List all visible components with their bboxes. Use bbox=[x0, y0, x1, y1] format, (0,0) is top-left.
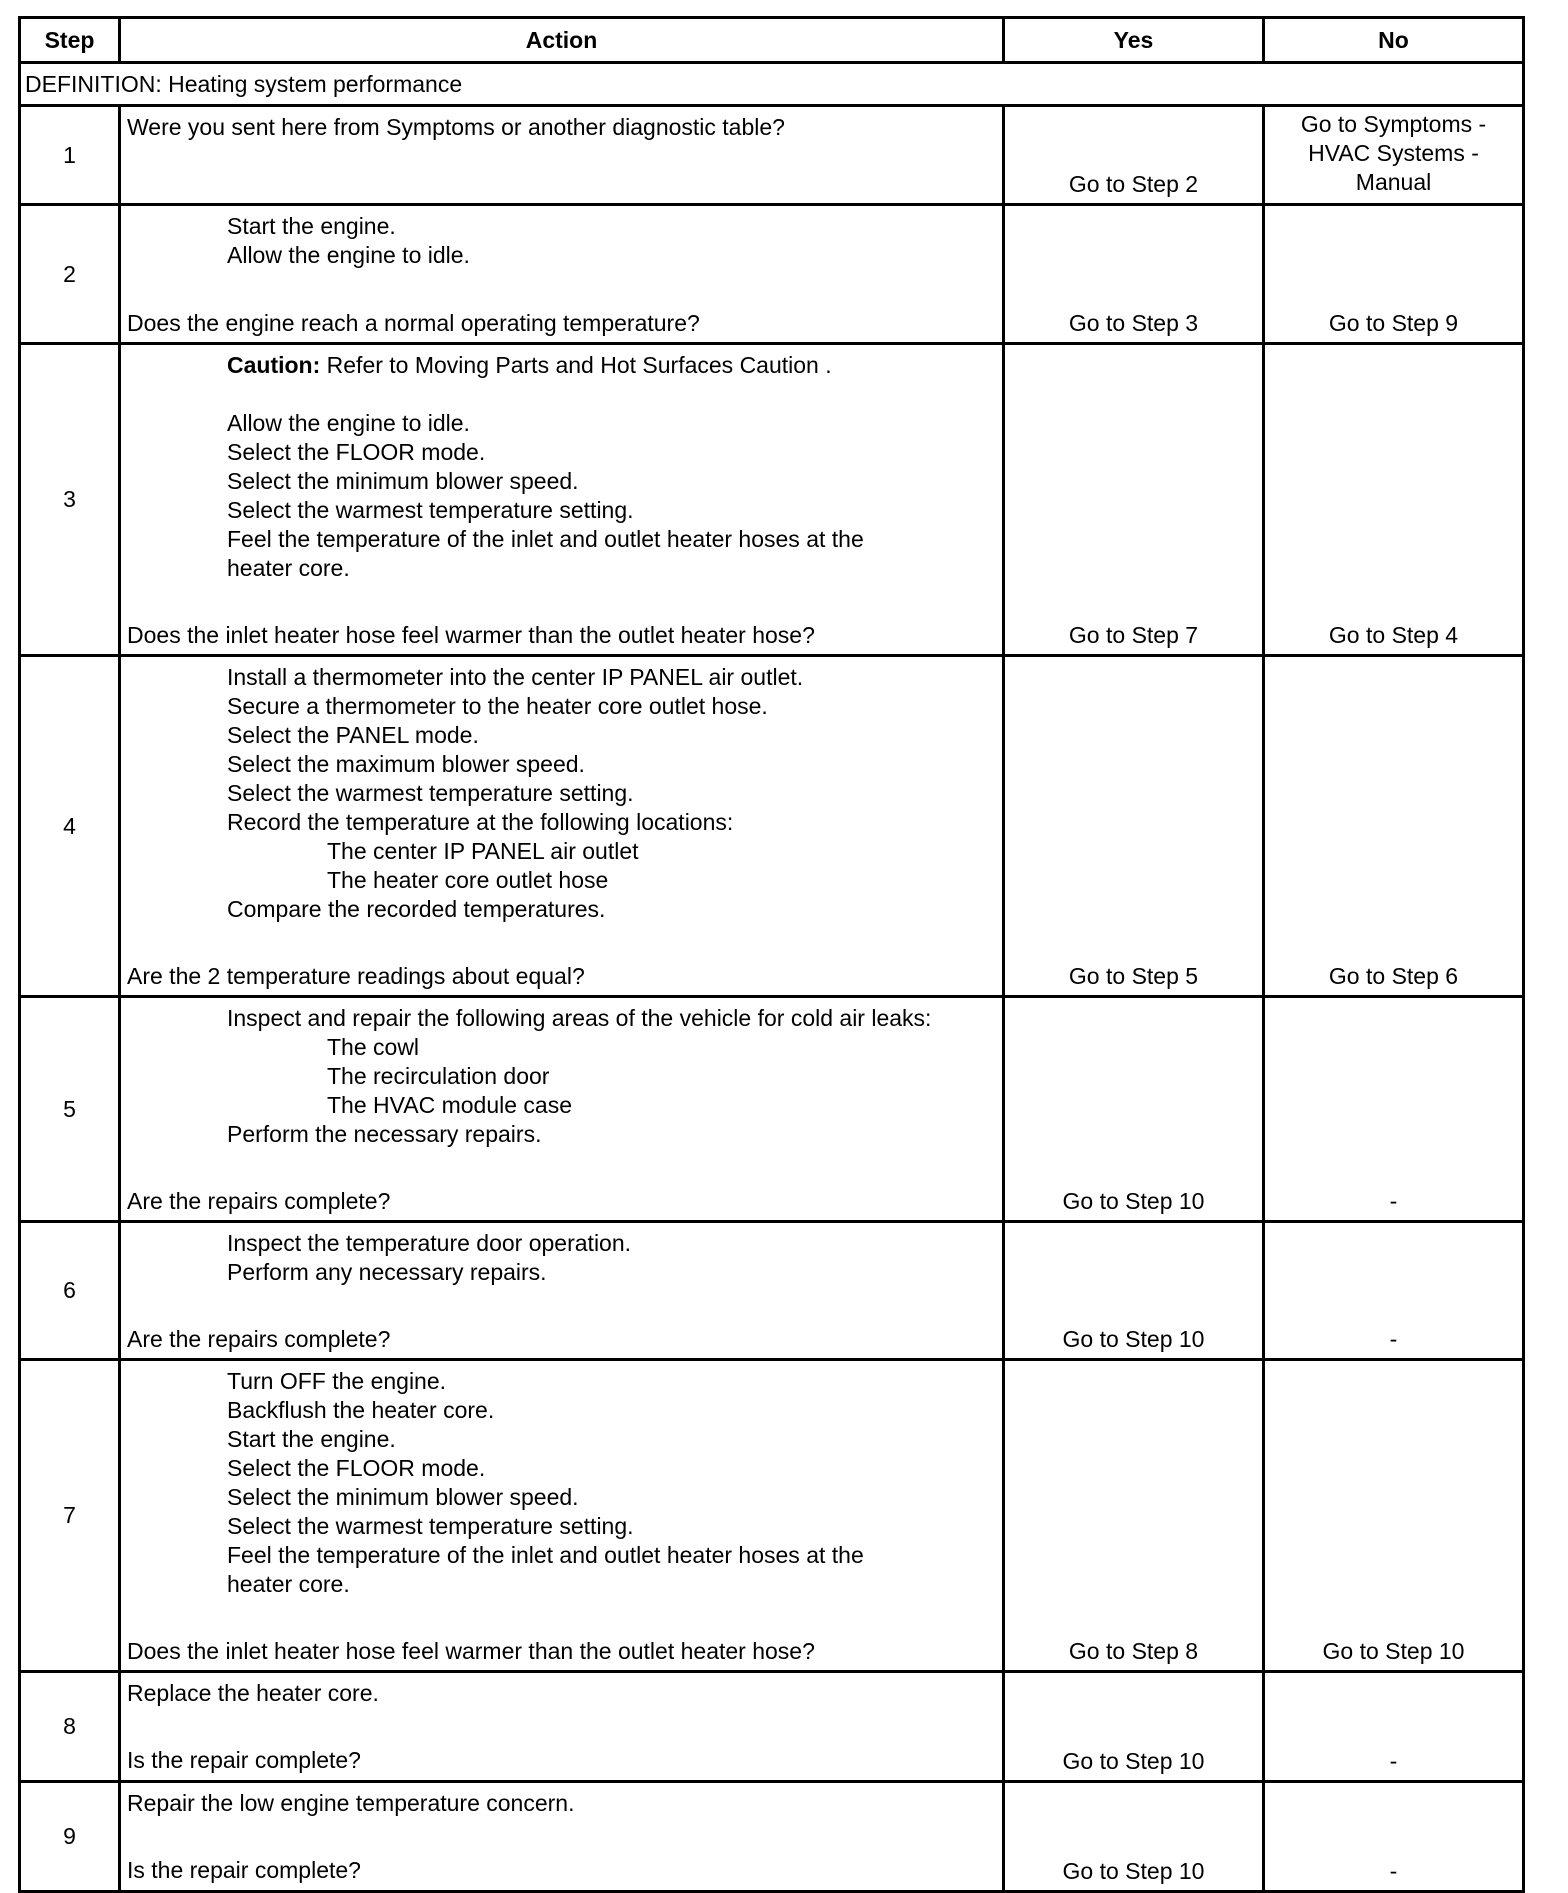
no-cell: Go to Step 9 bbox=[1264, 205, 1524, 344]
action-item: Backflush the heater core. bbox=[227, 1397, 495, 1423]
action-cell bbox=[120, 1360, 1004, 1672]
action-item: Feel the temperature of the inlet and outlet heater hoses at the bbox=[227, 526, 864, 552]
action-item: Select the maximum blower speed. bbox=[227, 751, 585, 777]
action-cell bbox=[120, 106, 1004, 205]
action-item: Inspect the temperature door operation. bbox=[227, 1230, 632, 1256]
action-subitem: The cowl bbox=[327, 1034, 420, 1060]
table-row-step-8 bbox=[20, 1672, 1524, 1782]
no-line: HVAC Systems - bbox=[1308, 139, 1479, 166]
yes-cell: Go to Step 7 bbox=[1004, 344, 1264, 656]
caution-label: Caution: bbox=[227, 352, 321, 378]
diagnostic-table-sheet bbox=[18, 16, 1522, 1884]
table-row-step-3 bbox=[20, 344, 1524, 656]
step-number: 8 bbox=[20, 1672, 120, 1782]
action-item: Perform any necessary repairs. bbox=[227, 1259, 547, 1285]
table-row-step-7 bbox=[20, 1360, 1524, 1672]
action-item: Select the minimum blower speed. bbox=[227, 468, 579, 494]
action-question: Does the inlet heater hose feel warmer than the outlet heater hose? bbox=[127, 1638, 815, 1664]
step-number: 4 bbox=[20, 656, 120, 997]
action-item: Select the warmest temperature setting. bbox=[227, 497, 634, 523]
header-no: No bbox=[1264, 18, 1524, 63]
action-item: heater core. bbox=[227, 555, 350, 581]
action-item: Secure a thermometer to the heater core outlet hose. bbox=[227, 693, 768, 719]
action-question: Are the repairs complete? bbox=[127, 1188, 391, 1214]
step-number: 6 bbox=[20, 1222, 120, 1360]
action-item: Compare the recorded temperatures. bbox=[227, 896, 606, 922]
yes-cell: Go to Step 10 bbox=[1004, 997, 1264, 1222]
action-lead: Repair the low engine temperature concern. bbox=[127, 1790, 575, 1816]
action-cell bbox=[120, 344, 1004, 656]
action-subitem: The heater core outlet hose bbox=[327, 867, 609, 893]
action-subitem: The HVAC module case bbox=[327, 1092, 573, 1118]
diagnostic-table bbox=[18, 16, 1525, 1893]
yes-cell: Go to Step 10 bbox=[1004, 1672, 1264, 1782]
action-item: Select the warmest temperature setting. bbox=[227, 780, 634, 806]
table-row-step-4 bbox=[20, 656, 1524, 997]
definition-text: DEFINITION: Heating system performance bbox=[20, 63, 1524, 106]
action-item: heater core. bbox=[227, 1571, 350, 1597]
caution-text: Refer to Moving Parts and Hot Surfaces Caution . bbox=[320, 352, 832, 378]
action-item: Select the FLOOR mode. bbox=[227, 1455, 486, 1481]
action-question: Does the engine reach a normal operating temperature? bbox=[127, 310, 700, 336]
action-item: Install a thermometer into the center IP PANEL air outlet. bbox=[227, 664, 804, 690]
action-item: Turn OFF the engine. bbox=[227, 1368, 447, 1394]
action-lead: Were you sent here from Symptoms or another diagnostic table? bbox=[127, 114, 785, 140]
action-cell bbox=[120, 1672, 1004, 1782]
no-line: Go to Symptoms - bbox=[1300, 110, 1487, 137]
no-line: Manual bbox=[1355, 168, 1432, 195]
yes-cell: Go to Step 8 bbox=[1004, 1360, 1264, 1672]
table-row-step-9 bbox=[20, 1782, 1524, 1892]
yes-cell: Go to Step 5 bbox=[1004, 656, 1264, 997]
action-item: Select the minimum blower speed. bbox=[227, 1484, 579, 1510]
action-cell bbox=[120, 1222, 1004, 1360]
action-question: Is the repair complete? bbox=[127, 1857, 361, 1883]
no-cell: - bbox=[1264, 997, 1524, 1222]
no-cell: - bbox=[1264, 1782, 1524, 1892]
action-cell bbox=[120, 205, 1004, 344]
yes-cell: Go to Step 3 bbox=[1004, 205, 1264, 344]
header-yes: Yes bbox=[1004, 18, 1264, 63]
header-action: Action bbox=[120, 18, 1004, 63]
step-number: 1 bbox=[20, 106, 120, 205]
action-cell bbox=[120, 997, 1004, 1222]
action-item: Feel the temperature of the inlet and outlet heater hoses at the bbox=[227, 1542, 864, 1568]
step-number: 7 bbox=[20, 1360, 120, 1672]
action-question: Does the inlet heater hose feel warmer than the outlet heater hose? bbox=[127, 622, 815, 648]
header-step: Step bbox=[20, 18, 120, 63]
action-item: Inspect and repair the following areas of the vehicle for cold air leaks: bbox=[227, 1005, 932, 1031]
no-cell: - bbox=[1264, 1222, 1524, 1360]
header-row bbox=[20, 18, 1524, 63]
action-cell bbox=[120, 1782, 1004, 1892]
action-lead: Replace the heater core. bbox=[127, 1680, 379, 1706]
action-item: Allow the engine to idle. bbox=[227, 410, 470, 436]
no-cell: Go to Step 4 bbox=[1264, 344, 1524, 656]
step-number: 3 bbox=[20, 344, 120, 656]
no-cell: Go to Step 10 bbox=[1264, 1360, 1524, 1672]
yes-cell: Go to Step 2 bbox=[1004, 106, 1264, 205]
action-question: Are the 2 temperature readings about equal? bbox=[127, 963, 585, 989]
caution-note bbox=[127, 351, 996, 380]
no-cell bbox=[1264, 106, 1524, 205]
no-cell: Go to Step 6 bbox=[1264, 656, 1524, 997]
action-subitem: The recirculation door bbox=[327, 1063, 550, 1089]
table-row-step-5 bbox=[20, 997, 1524, 1222]
action-subitem: The center IP PANEL air outlet bbox=[327, 838, 639, 864]
action-question: Is the repair complete? bbox=[127, 1747, 361, 1773]
action-item: Select the PANEL mode. bbox=[227, 722, 479, 748]
action-item: Start the engine. bbox=[227, 213, 396, 239]
action-item: Perform the necessary repairs. bbox=[227, 1121, 542, 1147]
table-row-step-6 bbox=[20, 1222, 1524, 1360]
action-item: Select the warmest temperature setting. bbox=[227, 1513, 634, 1539]
no-cell: - bbox=[1264, 1672, 1524, 1782]
definition-row bbox=[20, 63, 1524, 106]
yes-cell: Go to Step 10 bbox=[1004, 1222, 1264, 1360]
table-row-step-2 bbox=[20, 205, 1524, 344]
step-number: 9 bbox=[20, 1782, 120, 1892]
table-row-step-1 bbox=[20, 106, 1524, 205]
action-item: Record the temperature at the following locations: bbox=[227, 809, 734, 835]
action-cell bbox=[120, 656, 1004, 997]
action-question: Are the repairs complete? bbox=[127, 1326, 391, 1352]
yes-cell: Go to Step 10 bbox=[1004, 1782, 1264, 1892]
action-item: Select the FLOOR mode. bbox=[227, 439, 486, 465]
action-item: Start the engine. bbox=[227, 1426, 396, 1452]
step-number: 2 bbox=[20, 205, 120, 344]
step-number: 5 bbox=[20, 997, 120, 1222]
action-item: Allow the engine to idle. bbox=[227, 242, 470, 268]
